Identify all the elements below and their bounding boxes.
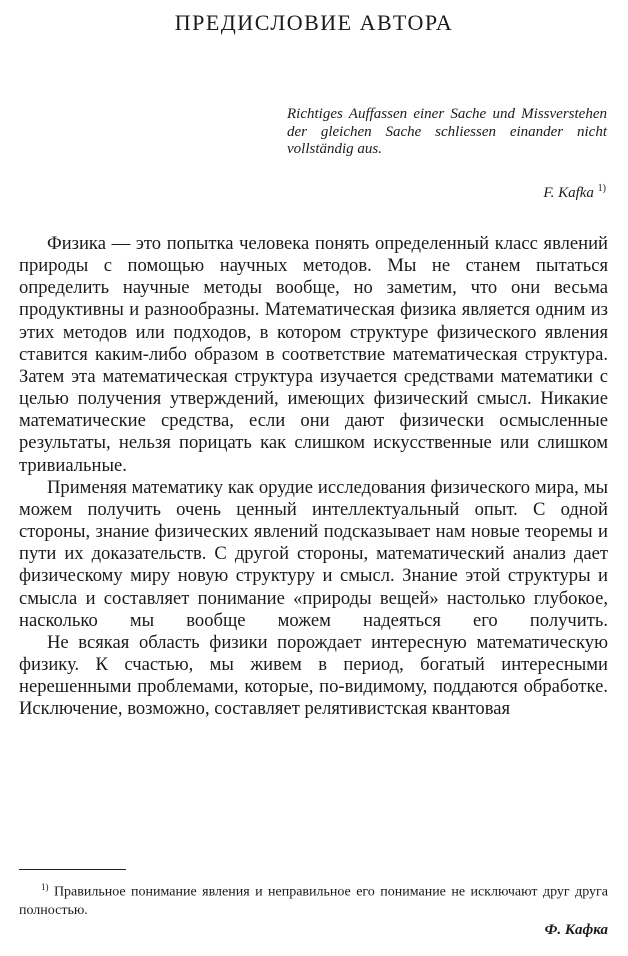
epigraph-attribution	[543, 183, 606, 202]
epigraph-text: Richtiges Auffassen einer Sache und Missverstehen der gleichen Sache schliessen einander nicht vollständig aus.	[287, 106, 607, 157]
footnote-divider	[19, 869, 126, 870]
body-text	[19, 233, 608, 720]
footnote-reference: 1)	[597, 183, 606, 194]
page-title: ПРЕДИСЛОВИЕ АВТОРА	[174, 10, 454, 35]
paragraph-2: Применяя математику как орудие исследования физического мира, мы можем получить очень ценный интеллектуальный опыт. С одной стороны, знание физических явлений подсказывает нам новые теоремы и пути их доказательств. С другой стороны, математический анализ дает физическому миру новую структуру и смысл. Знание этой структуры и смысла и составляет понимание «природы вещей» настолько глубокое, насколько мы вообще можем надеяться его получить.	[19, 476, 608, 631]
footnote	[19, 878, 608, 920]
footnote-marker: 1)	[41, 882, 49, 892]
paragraph-1: Физика — это попытка человека понять определенный класс явлений природы с помощью научных методов. Мы не станем пытаться определить научные методы вообще, но заметим, что они весьма продуктивны и разнообразны. Математическая физика является одним из этих методов или подходов, в котором структуре физического явления ставится каким-либо образом в соответствие математическая структура. Затем эта математическая структура изучается средствами математики с целью получения утверждений, имеющих физический смысл. Никакие математические средства, если они дают физически осмысленные результаты, нельзя порицать как слишком искусственные или слишком тривиальные.	[19, 233, 608, 476]
footnote-attribution: Ф. Кафка	[544, 922, 608, 938]
paragraph-3: Не всякая область физики порождает интересную математическую физику. К счастью, мы живем в период, богатый интересными нерешенными проблемами, которые, по-видимому, поддаются обработке. Исключение, возможно, составляет релятивистская квантовая	[19, 631, 608, 720]
footnote-text: Правильное понимание явления и неправильное его понимание не исключают друг друга полностью.	[19, 884, 608, 918]
epigraph-author: F. Kafka	[543, 185, 594, 201]
